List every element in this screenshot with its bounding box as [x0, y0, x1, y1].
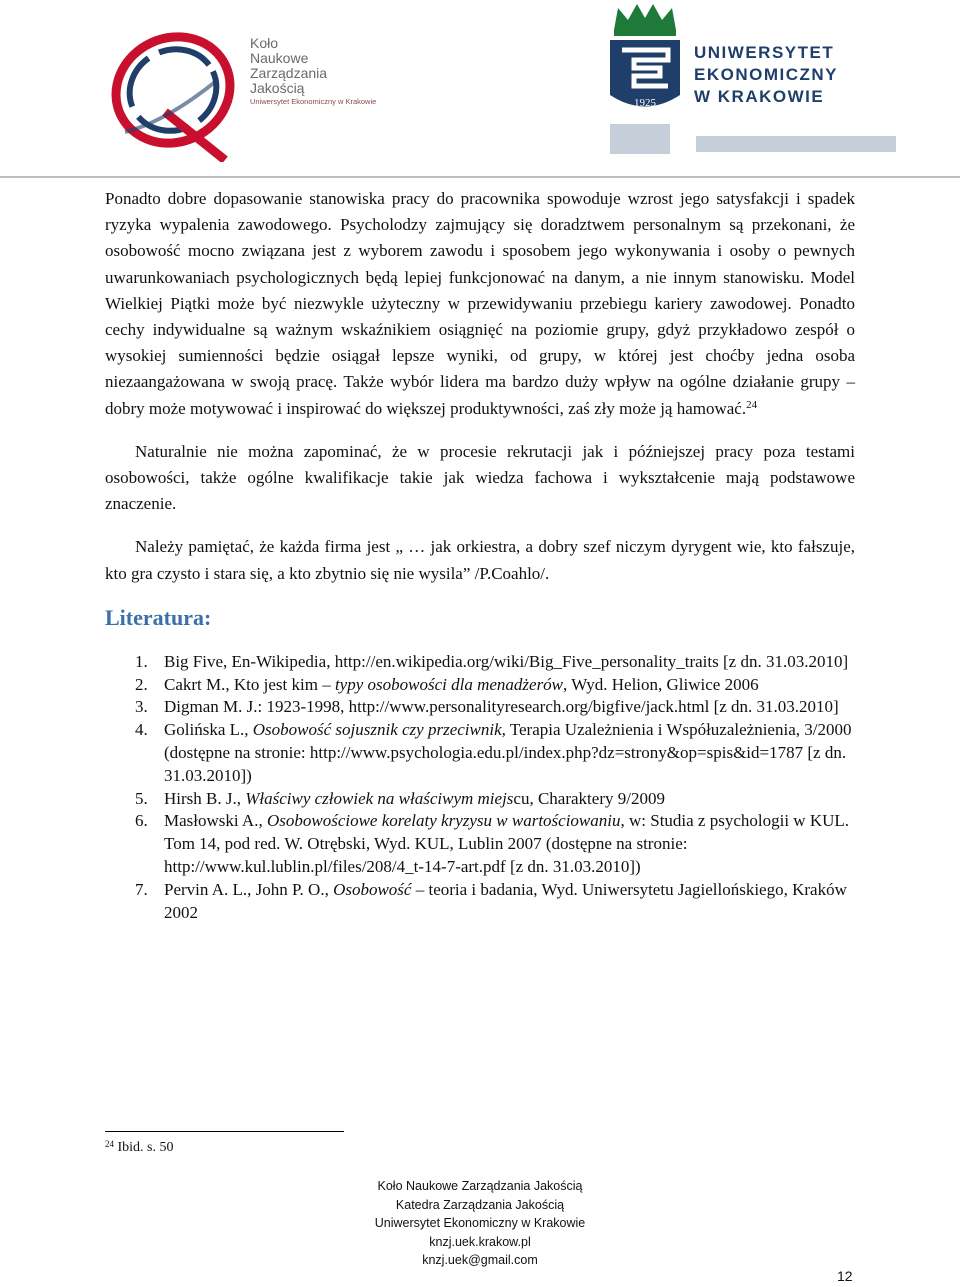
- footer-website-link[interactable]: knzj.uek.krakow.pl: [429, 1234, 531, 1249]
- footnote-ref[interactable]: 24: [746, 398, 758, 411]
- reference-item: 1. Big Five, En-Wikipedia, http://en.wikipedia.org/wiki/Big_Five_personality_traits [z dn. 31.03.2010]: [135, 651, 849, 671]
- logo-reflection-icon: [600, 122, 920, 162]
- reference-item: 2. Cakrt M., Kto jest kim – typy osobowości dla menadżerów, Wyd. Helion, Gliwice 2006: [135, 674, 759, 694]
- page-footer: [0, 1177, 960, 1270]
- reference-item: 6. Masłowski A., Osobowościowe korelaty kryzysu w wartościowaniu, w: Studia z psychologii w KUL. Tom 14, pod red. W. Otrębski, Wyd. KUL, Lublin 2007 (dostępne na stronie: http://www.kul.lublin.pl/files/208/4_t-14-7-art.pdf [z dn. 31.03.2010]): [135, 811, 850, 877]
- knzj-logo-subtitle: Uniwersytet Ekonomiczny w Krakowie: [250, 97, 377, 106]
- footnote: $^{24}$ Ibid. s. 50: [105, 1139, 174, 1155]
- header-divider: [0, 176, 960, 178]
- knzj-logo-text: Koło Naukowe Zarządzania Jakością: [250, 35, 328, 96]
- footer-line: Koło Naukowe Zarządzania Jakością: [377, 1179, 583, 1193]
- uek-logo-text: UNIWERSYTET EKONOMICZNY W KRAKOWIE: [694, 43, 838, 106]
- footnote-separator: [105, 1131, 344, 1132]
- paragraph-2: Naturalnie nie można zapominać, że w procesie rekrutacji jak i późniejszej pracy poza testami osobowości, także ogólne kwalifikacje takie jak wiedza fachowa i wykształcenie mają podstawowe znaczenie.: [105, 441, 855, 514]
- footer-line: Katedra Zarządzania Jakością: [395, 1197, 565, 1212]
- literatura-heading: Literatura:: [105, 604, 212, 630]
- uek-year: 1925: [634, 97, 656, 109]
- references-list: [105, 651, 855, 925]
- paragraph-3: Należy pamiętać, że każda firma jest „ … jak orkiestra, a dobry szef niczym dyrygent wie, kto fałszuje, kto gra czysto i stara się, a kto zbytnio się nie wysila” /P.Coahlo/.: [105, 537, 855, 583]
- reference-item: 3. Digman M. J.: 1923-1998, http://www.personalityresearch.org/bigfive/jack.html [z dn. 31.03.2010]: [135, 697, 839, 717]
- footer-line: Uniwersytet Ekonomiczny w Krakowie: [374, 1216, 586, 1230]
- reference-item: 4. Golińska L., Osobowość sojusznik czy przeciwnik, Terapia Uzależnienia i Współuzależnienia, 3/2000 (dostępne na stronie: http://www.psychologia.edu.pl/index.php?dz=strony&op=spis&id=1787 [z dn. 31.03.2010]): [135, 720, 852, 785]
- uek-crown-emblem-icon: [600, 0, 690, 120]
- reference-item: 5. Hirsh B. J., Właściwy człowiek na właściwym miejscu, Charaktery 9/2009: [135, 788, 665, 808]
- page-number: 12: [837, 1268, 853, 1284]
- main-content: [105, 186, 855, 924]
- page-header: [0, 0, 960, 178]
- footer-email-link[interactable]: knzj.uek@gmail.com: [422, 1253, 538, 1267]
- paragraph-1: Ponadto dobre dopasowanie stanowiska pracy do pracownika spowoduje wzrost jego satysfakcji i spadek ryzyka wypalenia zawodowego. Psycholodzy zajmujący się doradztwem personalnym są przekonani, że osobowość mocno związana jest z wyborem zawodu i sposobem jego wykonywania i osoby o pewnych uwarunkowaniach psychologicznych będą lepiej funkcjonować na danym, a nie innym stanowisku. Model Wielkiej Piątki może być niezwykle użyteczny w przewidywaniu przebiegu kariery zawodowej. Ponadto cechy indywidualne są ważnym wskaźnikiem osiągnięć na poziomie grupy, gdyż przykładowo zespół o wysokiej sumienności będzie osiągał lepsze wyniki, od grupy, w której jest choćby jedna osoba niezaangażowana w swoją pracę. Także wybór lidera ma bardzo duży wpływ na ogólne działanie grupy – dobry może motywować i inspirować do większej produktywności, zaś zły może ją hamować.$^{24}$: [105, 189, 855, 418]
- reference-item: 7. Pervin A. L., John P. O., Osobowość – teoria i badania, Wyd. Uniwersytetu Jagiellońskiego, Kraków 2002: [135, 879, 847, 922]
